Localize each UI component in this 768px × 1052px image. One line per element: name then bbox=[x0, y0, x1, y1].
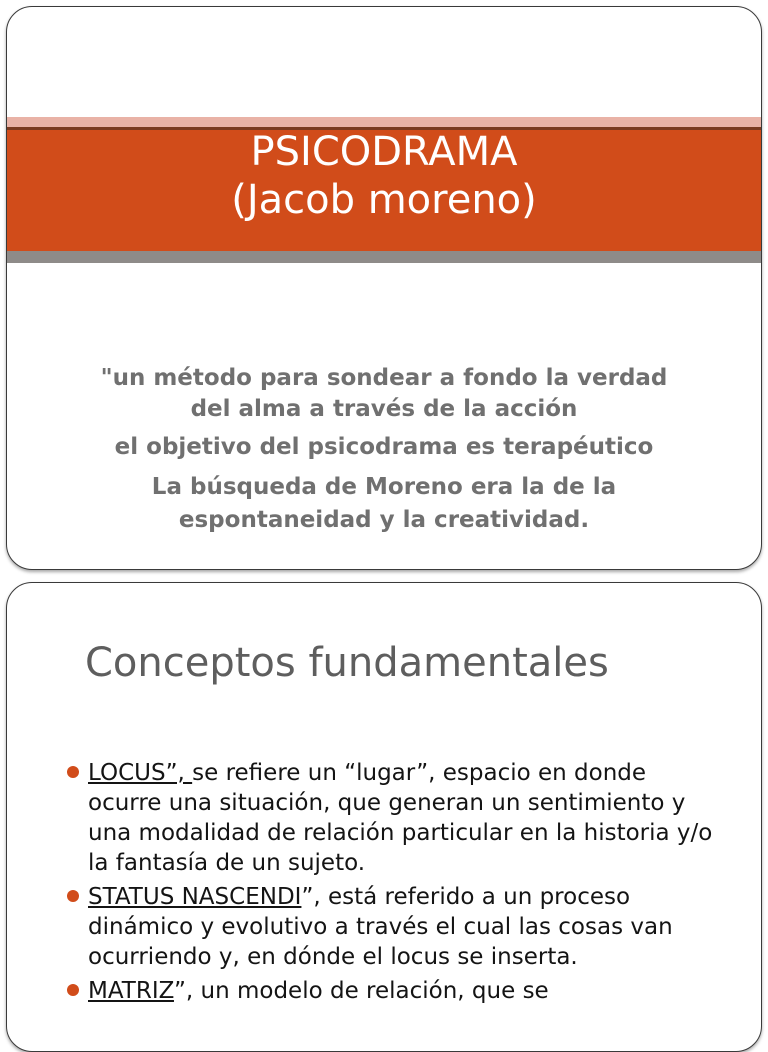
title-band-highlight bbox=[7, 117, 761, 127]
bullet-dot-icon bbox=[67, 766, 79, 778]
concept-text: ”, un modelo de relación, que se bbox=[173, 978, 549, 1004]
concept-text: ”, está referido a un proceso dinámico y evolutivo a través el cual las cosas van ocurriendo y, en dónde el locus se inserta. bbox=[88, 884, 673, 970]
concept-term: LOCUS”, bbox=[88, 760, 193, 786]
slide-concepts bbox=[6, 582, 762, 1052]
concept-term: MATRIZ bbox=[88, 978, 174, 1004]
list-item bbox=[67, 758, 721, 878]
concept-text: se refiere un “lugar”, espacio en donde ocurre una situación, que generan un sentimiento y una modalidad de relación particular en la historia y/o la fantasía de un sujeto. bbox=[88, 760, 713, 876]
title-line-1: PSICODRAMA bbox=[250, 129, 518, 175]
bullet-dot-icon bbox=[67, 984, 79, 996]
subtitle-search: La búsqueda de Moreno era la de la espontaneidad y la creatividad. bbox=[151, 474, 617, 533]
bullet-dot-icon bbox=[67, 890, 79, 902]
slide-title bbox=[6, 6, 762, 570]
title-band-shadow bbox=[7, 251, 761, 263]
subtitle-quote: "un método para sondear a fondo la verdad del alma a través de la acción bbox=[100, 365, 668, 422]
concepts-list bbox=[67, 758, 721, 1010]
list-item bbox=[67, 976, 721, 1006]
subtitle-objective: el objetivo del psicodrama es terapéutico bbox=[114, 434, 654, 460]
slide-title-text bbox=[7, 128, 761, 224]
concepts-heading: Conceptos fundamentales bbox=[85, 640, 609, 686]
list-item bbox=[67, 882, 721, 972]
concept-term: STATUS NASCENDI bbox=[88, 884, 302, 910]
slide-subtitle bbox=[77, 363, 691, 537]
title-line-2: (Jacob moreno) bbox=[231, 177, 537, 223]
